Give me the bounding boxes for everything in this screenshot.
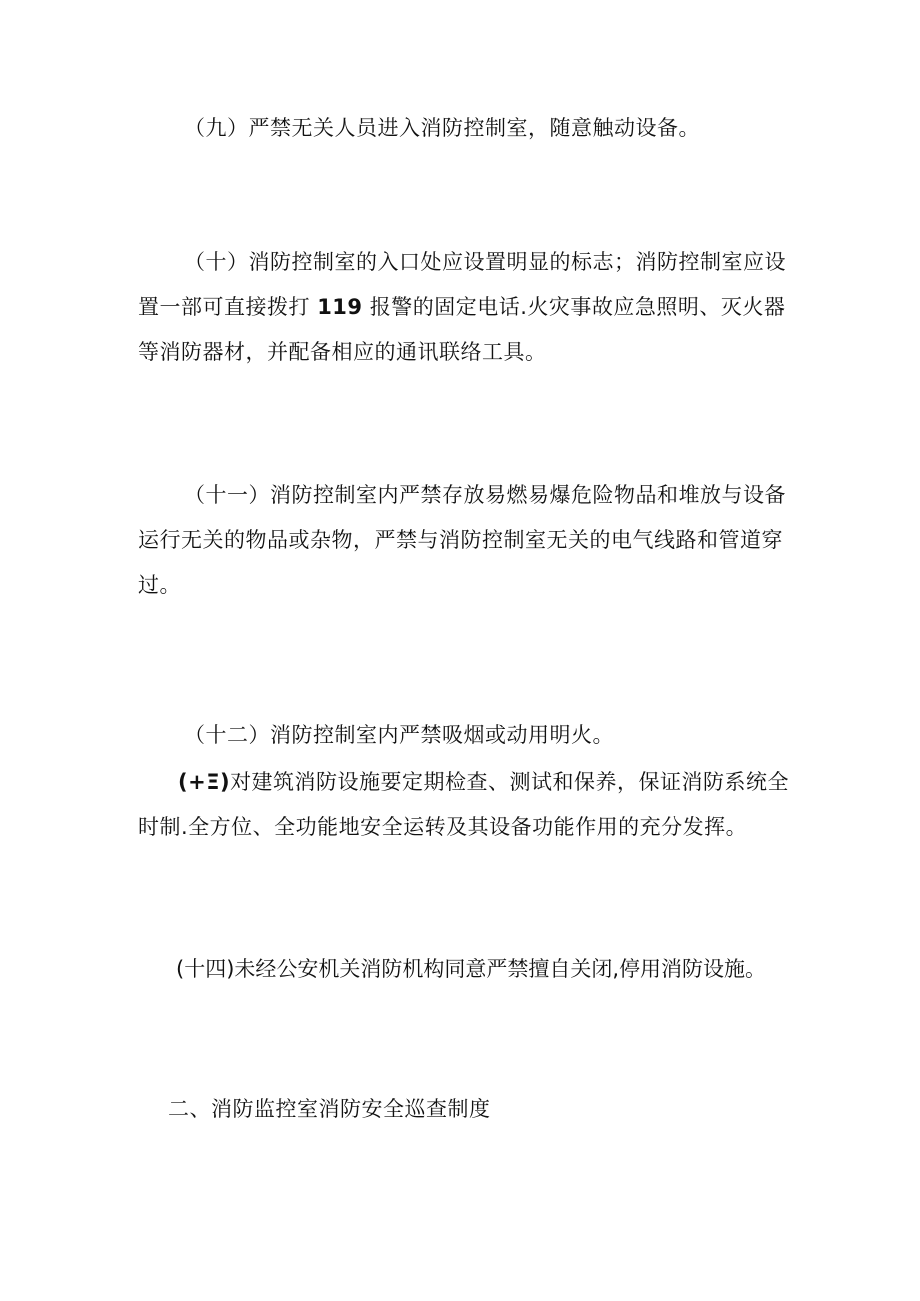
paragraph-10-line-1: （十）消防控制室的入口处应设置明显的标志；消防控制室应设 <box>184 250 786 274</box>
emergency-number: 119 <box>317 295 363 319</box>
paragraph-11-line-3: 过。 <box>138 573 181 597</box>
paragraph-13-line-1 <box>138 760 798 805</box>
paragraph-13 <box>138 760 798 850</box>
paragraph-10-line-2-start: 置一部可直接拨打 <box>138 295 310 319</box>
paragraph-10 <box>138 240 798 375</box>
paragraph-13-marker: (+Ξ) <box>178 770 231 794</box>
paragraph-9 <box>138 106 798 151</box>
paragraph-9-line-1: （九）严禁无关人员进入消防控制室，随意触动设备。 <box>184 116 700 140</box>
paragraph-11-line-2: 运行无关的物品或杂物，严禁与消防控制室无关的电气线路和管道穿 <box>138 528 783 552</box>
paragraph-12 <box>138 713 798 758</box>
paragraph-11 <box>138 473 798 608</box>
paragraph-10-line-2-end: 报警的固定电话.火灾事故应急照明、灭火器 <box>369 295 786 319</box>
paragraph-12-line-1: （十二）消防控制室内严禁吸烟或动用明火。 <box>184 723 614 747</box>
paragraph-10-line-2 <box>138 285 798 330</box>
section-heading <box>168 1087 828 1132</box>
section-heading-text: 二、消防监控室消防安全巡查制度 <box>168 1097 491 1121</box>
paragraph-14 <box>176 947 836 992</box>
paragraph-13-line-1-text: 对建筑消防设施要定期检查、测试和保养，保证消防系统全 <box>230 770 790 794</box>
paragraph-10-line-3: 等消防器材，并配备相应的通讯联络工具。 <box>138 340 547 364</box>
paragraph-14-line-1: (十四)未经公安机关消防机构同意严禁擅自关闭,停用消防设施。 <box>176 957 767 981</box>
paragraph-11-line-1: （十一）消防控制室内严禁存放易燃易爆危险物品和堆放与设备 <box>184 483 786 507</box>
paragraph-13-line-2: 时制.全方位、全功能地安全运转及其设备功能作用的充分发挥。 <box>138 815 748 839</box>
